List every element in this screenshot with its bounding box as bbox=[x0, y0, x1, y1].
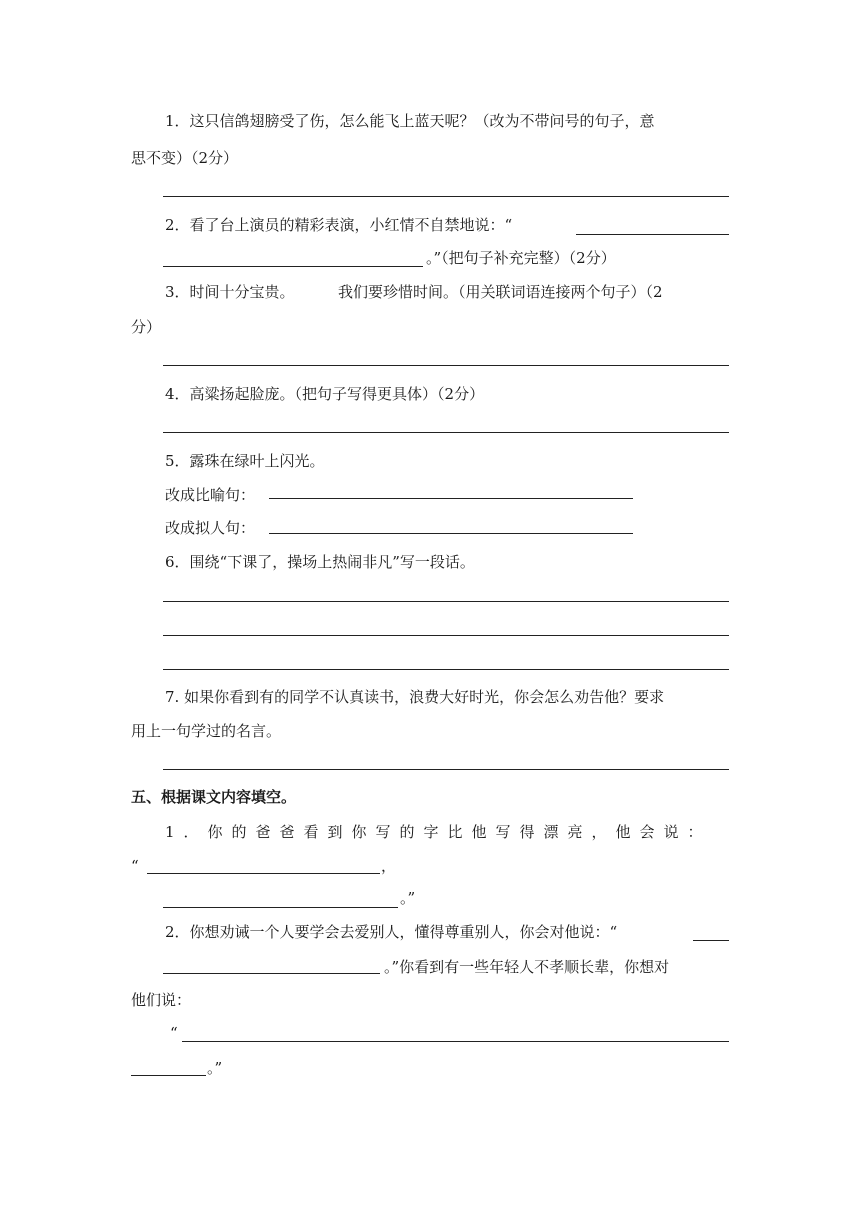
q6-answer-line-3[interactable] bbox=[163, 669, 729, 670]
s5-item2-answer-line-3[interactable] bbox=[182, 1041, 729, 1042]
q2-answer-line-2[interactable] bbox=[163, 266, 423, 267]
q6-answer-line-1[interactable] bbox=[163, 601, 729, 602]
q2-answer-line-1[interactable] bbox=[576, 234, 729, 235]
q3-answer-line[interactable] bbox=[163, 365, 729, 366]
q2-prefix: 2．看了台上演员的精彩表演，小红情不自禁地说：“ bbox=[165, 216, 513, 234]
s5-item1-line1: 1．你的爸爸看到你写的字比他写得漂亮，他会说： bbox=[165, 823, 712, 841]
q5-personify-label: 改成拟人句： bbox=[165, 519, 256, 537]
q1-line1: 1．这只信鸽翅膀受了伤，怎么能飞上蓝天呢？（改为不带问号的句子，意 bbox=[165, 112, 655, 130]
q5-simile-label: 改成比喻句： bbox=[165, 486, 256, 504]
q4-text: 4．高粱扬起脸庞。（把句子写得更具体）（2分） bbox=[165, 385, 485, 403]
q6-text: 6．围绕“下课了，操场上热闹非凡”写一段话。 bbox=[165, 553, 475, 571]
q3-part-b: 我们要珍惜时间。（用关联词语连接两个句子）（2 bbox=[338, 283, 663, 301]
s5-item1-answer-line-1[interactable] bbox=[147, 873, 380, 874]
s5-item2-line2-suffix: 。”你看到有一些年轻人不孝顺长辈，你想对 bbox=[384, 958, 670, 976]
q5-personify-answer-line[interactable] bbox=[269, 533, 633, 534]
q1-line2: 思不变）（2分） bbox=[131, 149, 239, 167]
s5-item1-close: 。” bbox=[400, 889, 416, 907]
q2-suffix: 。”（把句子补充完整）（2分） bbox=[426, 249, 616, 267]
section5-heading: 五、根据课文内容填空。 bbox=[131, 788, 297, 806]
s5-item1-open-quote: “ bbox=[131, 857, 139, 875]
q1-answer-line[interactable] bbox=[163, 196, 729, 197]
s5-item2-line1: 2．你想劝诫一个人要学会去爱别人，懂得尊重别人，你会对他说：“ bbox=[165, 923, 618, 941]
q5-text: 5．露珠在绿叶上闪光。 bbox=[165, 452, 325, 470]
s5-item1-comma: ， bbox=[381, 857, 397, 875]
s5-item1-answer-line-2[interactable] bbox=[163, 907, 398, 908]
q6-answer-line-2[interactable] bbox=[163, 635, 729, 636]
s5-item2-line3: 他们说： bbox=[131, 991, 192, 1009]
s5-item2-answer-line-2[interactable] bbox=[163, 973, 380, 974]
s5-item2-answer-line-1[interactable] bbox=[693, 940, 729, 941]
q4-answer-line[interactable] bbox=[163, 432, 729, 433]
q7-line2: 用上一句学过的名言。 bbox=[131, 722, 282, 740]
q5-simile-answer-line[interactable] bbox=[269, 498, 633, 499]
s5-item2-close: 。” bbox=[207, 1059, 223, 1077]
s5-item2-answer-line-4[interactable] bbox=[131, 1075, 206, 1076]
q3-line2: 分） bbox=[131, 318, 162, 336]
q7-line1: 7. 如果你看到有的同学不认真读书，浪费大好时光，你会怎么劝告他？要求 bbox=[165, 688, 665, 706]
q3-part-a: 3．时间十分宝贵。 bbox=[165, 283, 295, 301]
q7-answer-line[interactable] bbox=[163, 769, 729, 770]
s5-item2-open-quote: “ bbox=[170, 1024, 178, 1042]
